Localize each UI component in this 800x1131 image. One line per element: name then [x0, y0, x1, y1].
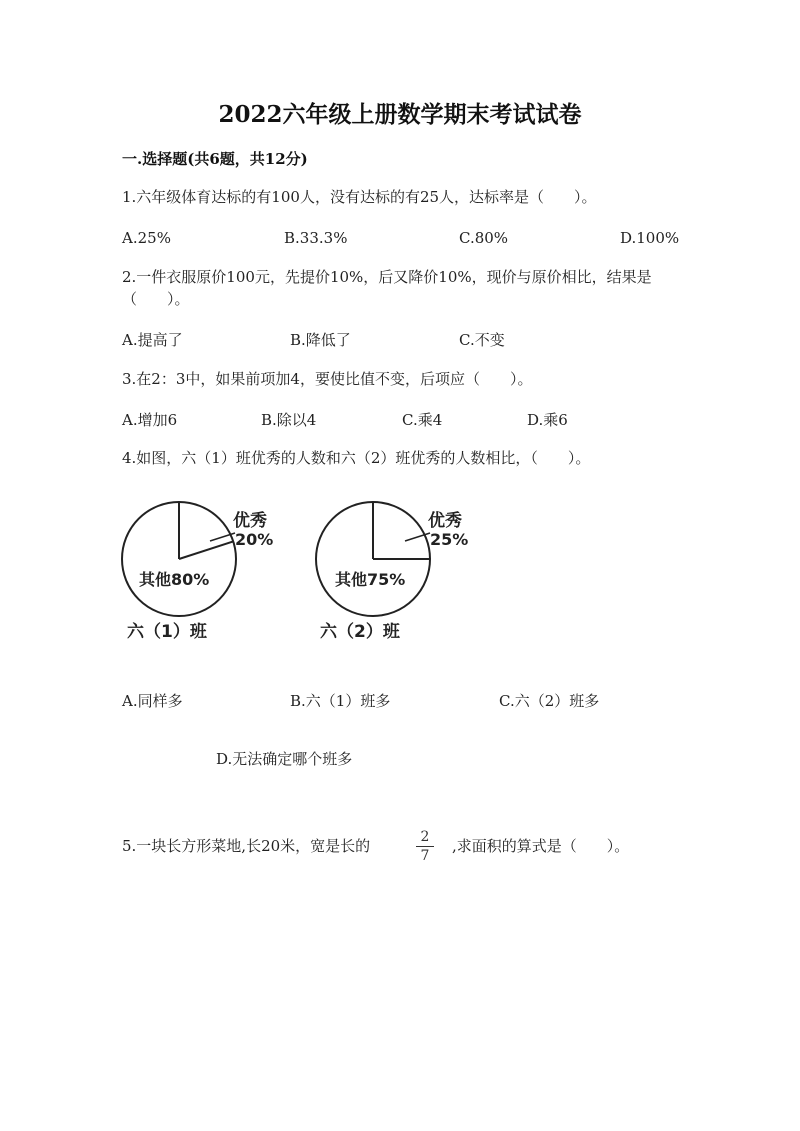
- pie-1-excellent-label: 优秀: [233, 511, 267, 531]
- pie-1-excellent-value: 20%: [235, 530, 274, 549]
- question-1-option-b[interactable]: B.33.3%: [284, 229, 348, 247]
- pie-charts-figure: [115, 496, 469, 646]
- question-5-text-after: ,求面积的算式是（ ）。: [452, 837, 630, 855]
- question-1-option-c[interactable]: C.80%: [459, 229, 509, 247]
- pie-chart-class-1: [122, 502, 273, 642]
- pie-2-excellent-value: 25%: [430, 530, 469, 549]
- question-2-text-line1: 2.一件衣服原价100元，先提价10%，后又降价10%，现价与原价相比，结果是: [122, 268, 652, 286]
- section-heading: 一.选择题(共6题，共12分): [122, 150, 308, 168]
- question-3-text: 3.在2：3中，如果前项加4，要使比值不变，后项应（ ）。: [122, 370, 533, 388]
- question-3-option-d[interactable]: D.乘6: [527, 411, 568, 429]
- question-1-option-a[interactable]: A.25%: [122, 229, 171, 247]
- pie-1-caption: 六（1）班: [127, 622, 207, 642]
- question-5-text-before: 5.一块长方形菜地,长20米，宽是长的: [122, 837, 371, 855]
- fraction-denominator: 7: [420, 848, 430, 864]
- question-1-text: 1.六年级体育达标的有100人，没有达标的有25人，达标率是（ ）。: [122, 188, 597, 206]
- question-2-text-line2: （ ）。: [122, 290, 190, 308]
- question-1-option-d[interactable]: D.100%: [620, 229, 680, 247]
- page-title: 2022六年级上册数学期末考试试卷: [218, 101, 582, 128]
- question-3-option-b[interactable]: B.除以4: [261, 411, 317, 429]
- pie-2-other-label: 其他75%: [335, 570, 406, 589]
- fraction-numerator: 2: [420, 829, 430, 845]
- pie-1-radius-slice: [179, 541, 233, 559]
- question-4-option-c[interactable]: C.六（2）班多: [499, 692, 600, 710]
- question-4-option-b[interactable]: B.六（1）班多: [290, 692, 391, 710]
- question-5-fraction: [414, 829, 436, 864]
- question-2-option-a[interactable]: A.提高了: [122, 331, 183, 349]
- question-3-option-c[interactable]: C.乘4: [402, 411, 443, 429]
- pie-2-excellent-label: 优秀: [428, 511, 462, 531]
- question-4-text: 4.如图，六（1）班优秀的人数和六（2）班优秀的人数相比，（ ）。: [122, 449, 591, 467]
- question-3-option-a[interactable]: A.增加6: [122, 411, 178, 429]
- question-2-option-c[interactable]: C.不变: [459, 331, 505, 349]
- fraction-bar: [416, 846, 434, 847]
- question-4-option-d[interactable]: D.无法确定哪个班多: [216, 750, 353, 768]
- pie-1-other-label: 其他80%: [139, 570, 210, 589]
- pie-chart-class-2: [316, 502, 468, 642]
- pie-2-caption: 六（2）班: [320, 622, 400, 642]
- question-4-option-a[interactable]: A.同样多: [122, 692, 183, 710]
- question-2-option-b[interactable]: B.降低了: [290, 331, 351, 349]
